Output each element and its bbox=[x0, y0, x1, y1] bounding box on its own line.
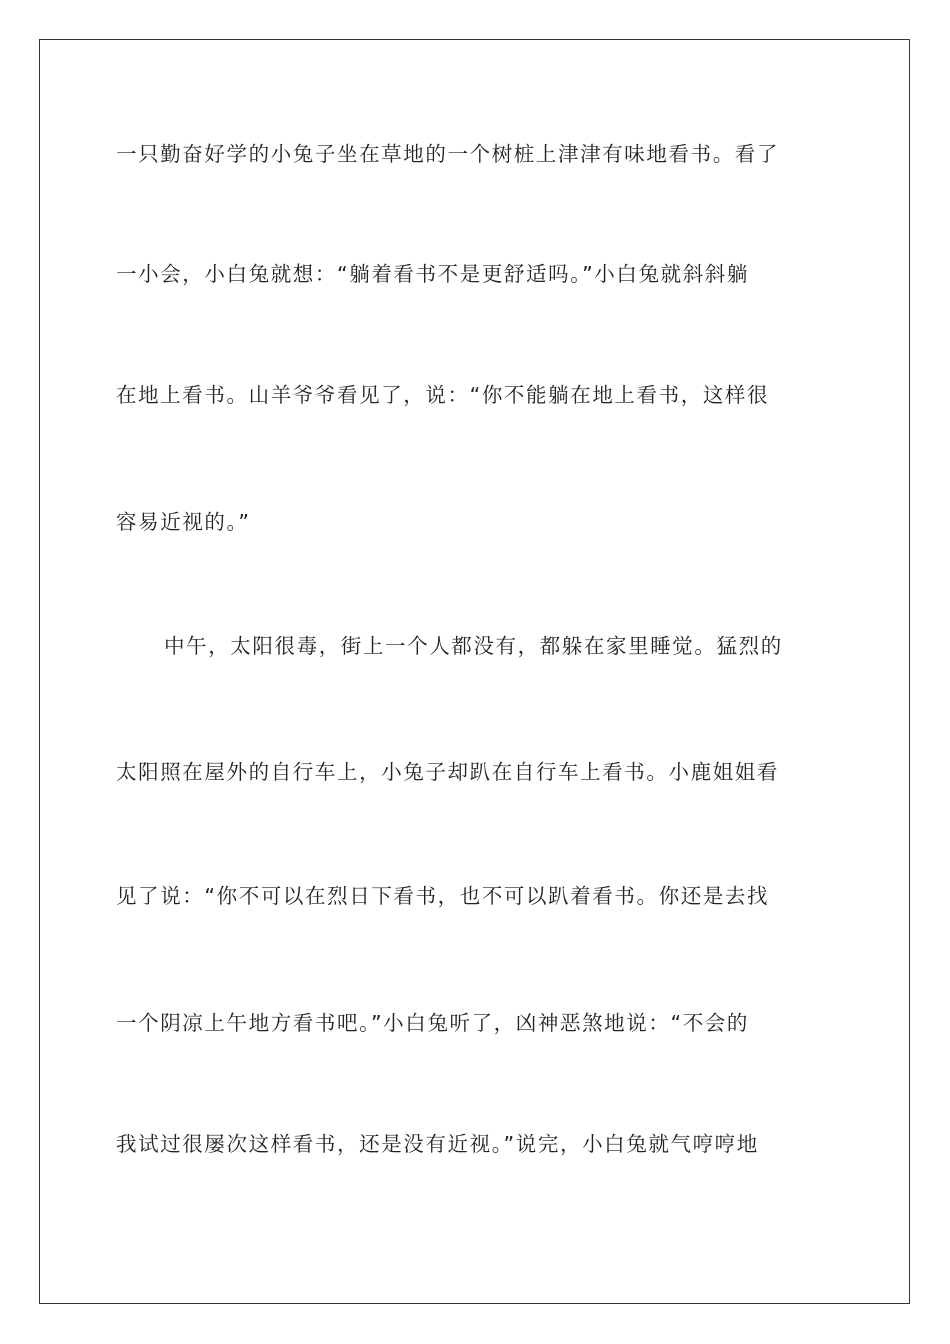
paragraph-2-line-2: 太阳照在屋外的自行车上，小兔子却趴在自行车上看书。小鹿姐姐看 bbox=[116, 760, 779, 784]
page-frame bbox=[39, 39, 910, 1304]
paragraph-1-line-3: 在地上看书。山羊爷爷看见了，说：“你不能躺在地上看书，这样很 bbox=[116, 383, 770, 407]
paragraph-2-line-3: 见了说：“你不可以在烈日下看书，也不可以趴着看书。你还是去找 bbox=[116, 884, 770, 908]
paragraph-1-line-4: 容易近视的。” bbox=[116, 510, 251, 534]
paragraph-1-line-1: 一只勤奋好学的小兔子坐在草地的一个树桩上津津有味地看书。看了 bbox=[116, 142, 779, 166]
paragraph-1-line-2: 一小会，小白兔就想：“躺着看书不是更舒适吗。”小白兔就斜斜躺 bbox=[116, 262, 749, 286]
paragraph-2-line-1: 中午，太阳很毒，街上一个人都没有，都躲在家里睡觉。猛烈的 bbox=[164, 634, 783, 658]
paragraph-2-line-5: 我试过很屡次这样看书，还是没有近视。”说完，小白兔就气哼哼地 bbox=[116, 1132, 759, 1156]
paragraph-2-line-4: 一个阴凉上午地方看书吧。”小白兔听了，凶神恶煞地说：“不会的 bbox=[116, 1011, 749, 1035]
